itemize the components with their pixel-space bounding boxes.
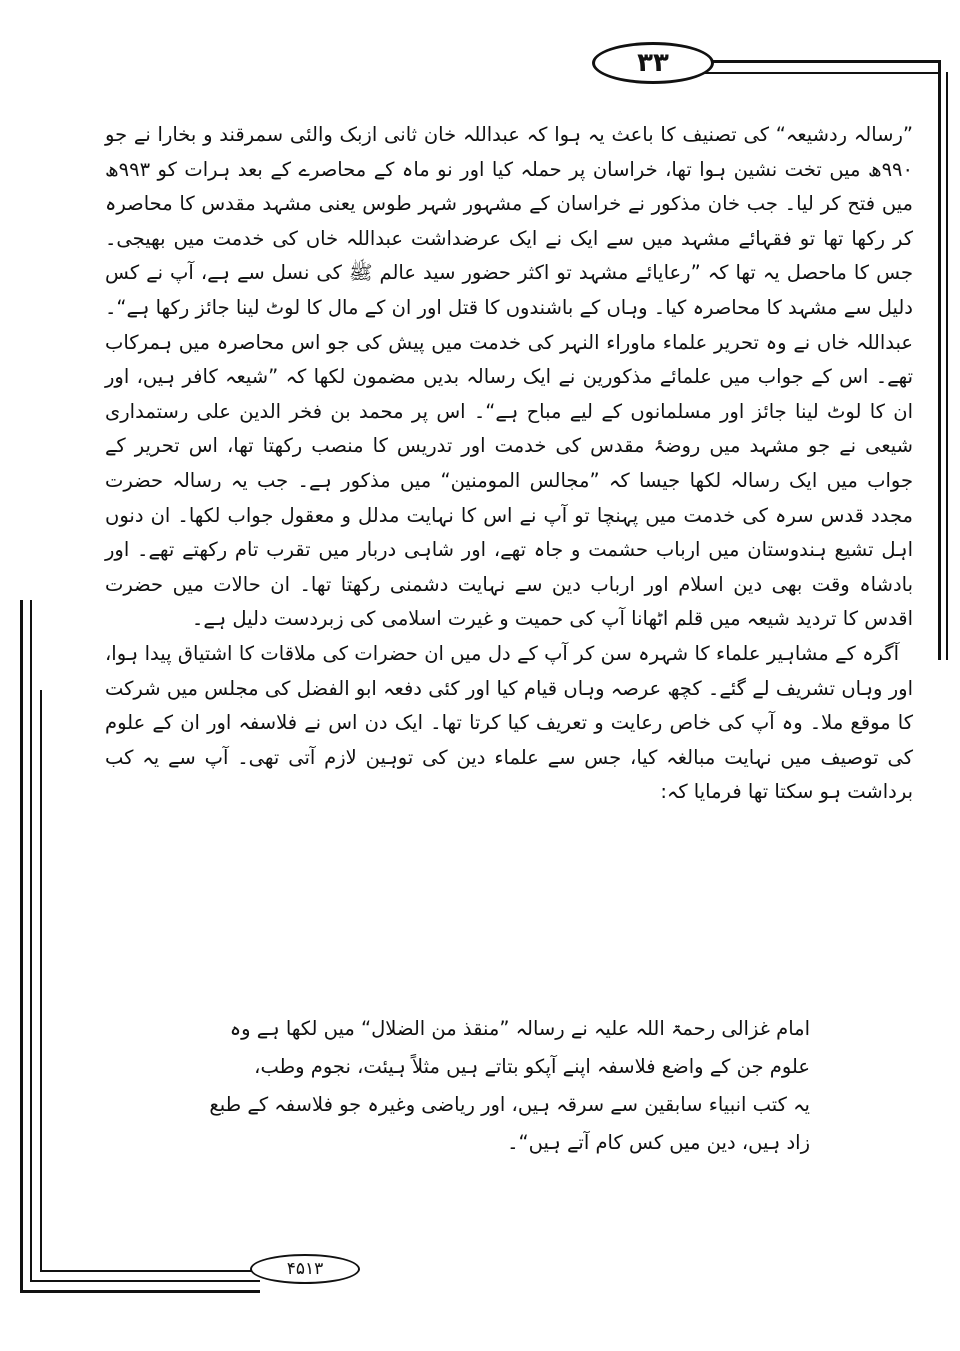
quotation-block — [209, 1010, 810, 1162]
frame-left-inner — [30, 600, 32, 1280]
frame-bottom-outer — [20, 1290, 260, 1293]
frame-bottom-inner — [30, 1280, 260, 1282]
quote-line: علوم جن کے واضع فلاسفہ اپنے آپکو بتاتے ہیں مثلاً ہیئت، نجوم وطب، — [254, 1055, 810, 1078]
frame-right-inner — [946, 72, 948, 660]
paragraph: آگرہ کے مشاہیر علماء کا شہرہ سن کر آپ کے دل میں ان حضرات کی ملاقات کا اشتیاق پیدا ہوا، اور وہاں تشریف لے گئے۔ کچھ عرصہ وہاں قیام کیا اور کئی دفعہ ابو الفضل کی مجلس میں شرکت کا موقع ملا۔ وہ آپ کی خاص رعایت و تعریف کیا کرتا تھا۔ ایک دن اس نے فلاسفہ اور ان کے علوم کی توصیف میں نہایت مبالغہ کیا، جس سے علماء دین کی توہین لازم آتی تھی۔ آپ سے یہ کب برداشت ہو سکتا تھا فرمایا کہ: — [105, 641, 913, 804]
page-number-top: ۳۳ — [592, 42, 714, 84]
frame-right-outer — [938, 60, 941, 660]
frame-left-inner2 — [40, 690, 42, 1270]
paragraph: ”رسالہ ردشیعہ“ کی تصنیف کا باعث یہ ہوا کہ عبداللہ خان ثانی ازبک والئی سمرقند و بخارا نے جو ۹۹۰ھ میں تخت نشین ہوا تھا، خراسان پر حملہ کیا اور نو ماہ کے محاصرے کے بعد ہرات کو ۹۹۳ھ میں فتح کر لیا۔ جب خان مذکور نے خراسان کے مشہور شہر طوس یعنی مشہد مقدس کا محاصرہ کر رکھا تھا تو فقہائے مشہد میں سے ایک نے ایک عرضداشت عبداللہ خاں کی خدمت میں بھیجی۔ جس کا ماحصل یہ تھا کہ ”رعایائے مشہد تو اکثر حضور سید عالم ﷺ کی نسل سے ہے، آپ نے کس دلیل سے مشہد کا محاصرہ کیا۔ وہاں کے باشندوں کا قتل اور ان کے مال کا لوٹ لینا جائز رکھا ہے“۔ عبداللہ خاں نے وہ تحریر علماء ماوراء النہر کی خدمت میں پیش کی جو اس محاصرہ میں ہمرکاب تھے۔ اس کے جواب میں علمائے مذکورین نے ایک رسالہ بدیں مضمون لکھا کہ ”شیعہ کافر ہیں، اور ان کا لوٹ لینا جائز اور مسلمانوں کے لیے مباح ہے“۔ اس پر محمد بن فخر الدین علی رستمداری شیعی نے جو مشہد میں روضۂ مقدس کی خدمت اور تدریس کا منصب رکھتا تھا، اس تحریر کے جواب میں ایک رسالہ لکھا جیسا کہ ”مجالس المومنین“ میں مذکور ہے۔ جب یہ رسالہ حضرت مجدد قدس سرہ کی خدمت میں پہنچا تو آپ نے اس کا نہایت مدلل و معقول جواب لکھا۔ ان دنوں اہل تشیع ہندوستان میں ارباب حشمت و جاہ تھے، اور شاہی دربار میں تقرب تام رکھتے تھے۔ اور بادشاہ وقت بھی دین اسلام اور ارباب دین سے نہایت دشمنی رکھتا تھا۔ ان حالات میں حضرت اقدس کا تردید شیعہ میں قلم اٹھانا آپ کی حمیت و غیرت اسلامی کی زبردست دلیل ہے۔ — [105, 123, 914, 631]
frame-bottom-inner2 — [40, 1270, 260, 1272]
frame-top-line-inner — [705, 72, 940, 74]
frame-top-line — [705, 60, 940, 63]
quote-line: زاد ہیں، دین میں کس کام آتے ہیں“۔ — [507, 1131, 810, 1154]
quote-line: یہ کتب انبیاء سابقین سے سرقہ ہیں، اور ریاضی وغیرہ جو فلاسفہ کے طبع — [209, 1093, 810, 1116]
page-number-bottom: ۴۵۱۳ — [250, 1254, 360, 1284]
frame-left-outer — [20, 600, 23, 1290]
quote-line: امام غزالی رحمۃ اللہ علیہ نے رسالہ ”منقذ من الضلال“ میں لکھا ہے وہ — [229, 1017, 810, 1040]
page-body — [105, 118, 913, 810]
